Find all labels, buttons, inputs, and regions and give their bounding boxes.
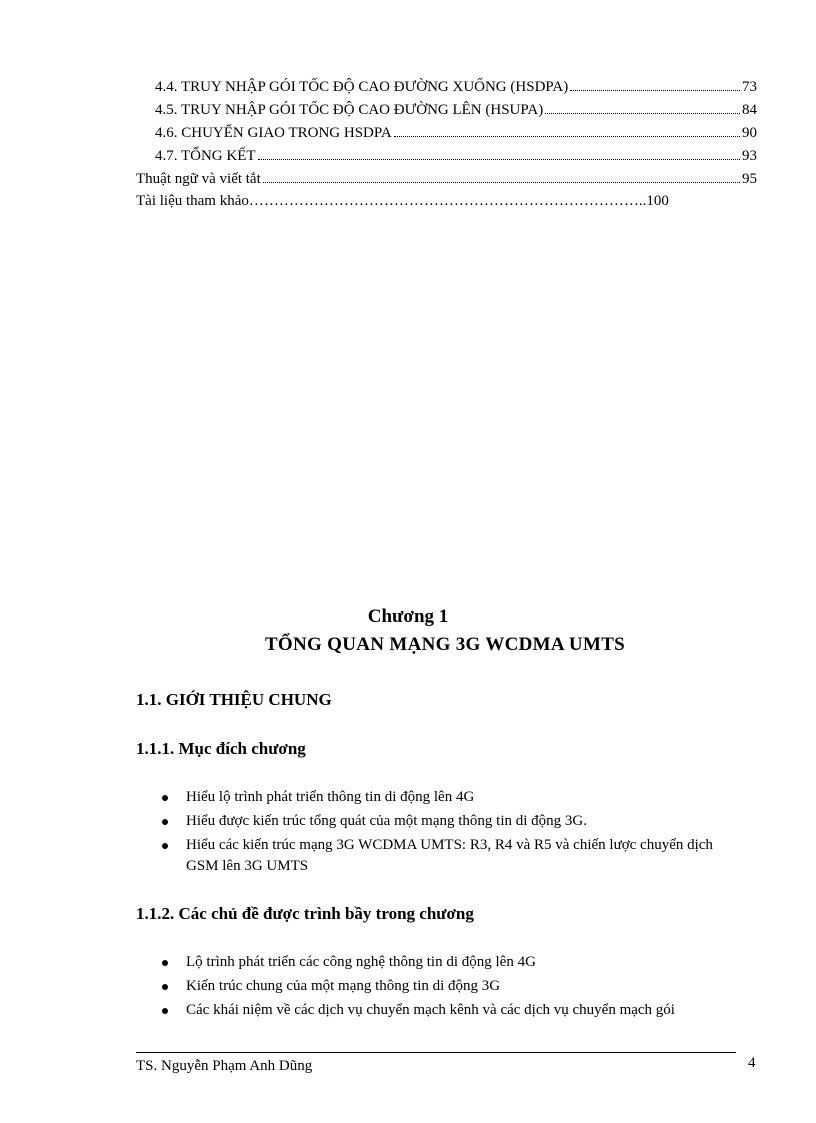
objectives-list (160, 787, 740, 880)
toc-entry-title: Thuật ngữ và viết tắt (136, 171, 261, 187)
toc-entry-page: 73 (742, 79, 757, 95)
toc-leader (258, 145, 740, 160)
list-item: Lộ trình phát triển các công nghệ thông tin di động lên 4G (160, 952, 740, 973)
subsection-heading: 1.1.2. Các chủ đề được trình bầy trong chương (136, 904, 474, 923)
subsection-heading: 1.1.1. Mục đích chương (136, 739, 306, 758)
toc-entry[interactable] (136, 168, 757, 189)
toc-entry[interactable] (155, 122, 757, 143)
bullet-icon (162, 1008, 168, 1014)
page-number: 4 (748, 1055, 756, 1071)
bullet-icon (162, 960, 168, 966)
bullet-icon (162, 984, 168, 990)
toc-leader (394, 122, 740, 137)
toc-entry-page: 93 (742, 148, 757, 164)
toc-entry[interactable] (155, 76, 757, 97)
toc-entry-title: 4.5. TRUY NHẬP GÓI TỐC ĐỘ CAO ĐƯỜNG LÊN (HSUPA) (155, 102, 544, 118)
toc-leader (570, 76, 740, 91)
list-item: Hiểu các kiến trúc mạng 3G WCDMA UMTS: R3, R4 và R5 và chiến lược chuyển dịch GSM lên 3G UMTS (160, 835, 740, 877)
toc-entry-title: Tài liệu tham khảo……………………………………………………………………..100 (136, 193, 669, 209)
bullet-icon (162, 843, 168, 849)
toc-entry-page: 84 (742, 102, 757, 118)
toc-entry[interactable] (136, 191, 746, 211)
toc-entry-page: 95 (742, 171, 757, 187)
chapter-number: Chương 1 (367, 606, 449, 627)
toc-entry-title: 4.7. TỔNG KẾT (155, 148, 256, 164)
toc-entry[interactable] (155, 99, 757, 120)
footer-divider (136, 1052, 736, 1053)
bullet-icon (162, 795, 168, 801)
list-item: Hiểu lộ trình phát triển thông tin di động lên 4G (160, 787, 740, 808)
toc-leader (263, 168, 740, 183)
toc-entry[interactable] (155, 145, 757, 166)
footer-author: TS. Nguyễn Phạm Anh Dũng (136, 1058, 313, 1074)
bullet-icon (162, 819, 168, 825)
toc-leader (545, 99, 740, 114)
toc-entry-title: 4.4. TRUY NHẬP GÓI TỐC ĐỘ CAO ĐƯỜNG XUỐNG (HSDPA) (155, 79, 569, 95)
toc-entry-page: 90 (742, 125, 757, 141)
chapter-title: TỔNG QUAN MẠNG 3G WCDMA UMTS (264, 634, 626, 655)
list-item: Các khái niệm về các dịch vụ chuyển mạch kênh và các dịch vụ chuyển mạch gói (160, 1000, 740, 1021)
list-item: Kiến trúc chung của một mạng thông tin di động 3G (160, 976, 740, 997)
toc-entry-title: 4.6. CHUYỂN GIAO TRONG HSDPA (155, 125, 392, 141)
topics-list (160, 952, 740, 1024)
list-item: Hiểu được kiến trúc tổng quát của một mạng thông tin di động 3G. (160, 811, 740, 832)
section-heading: 1.1. GIỚI THIỆU CHUNG (136, 690, 332, 709)
